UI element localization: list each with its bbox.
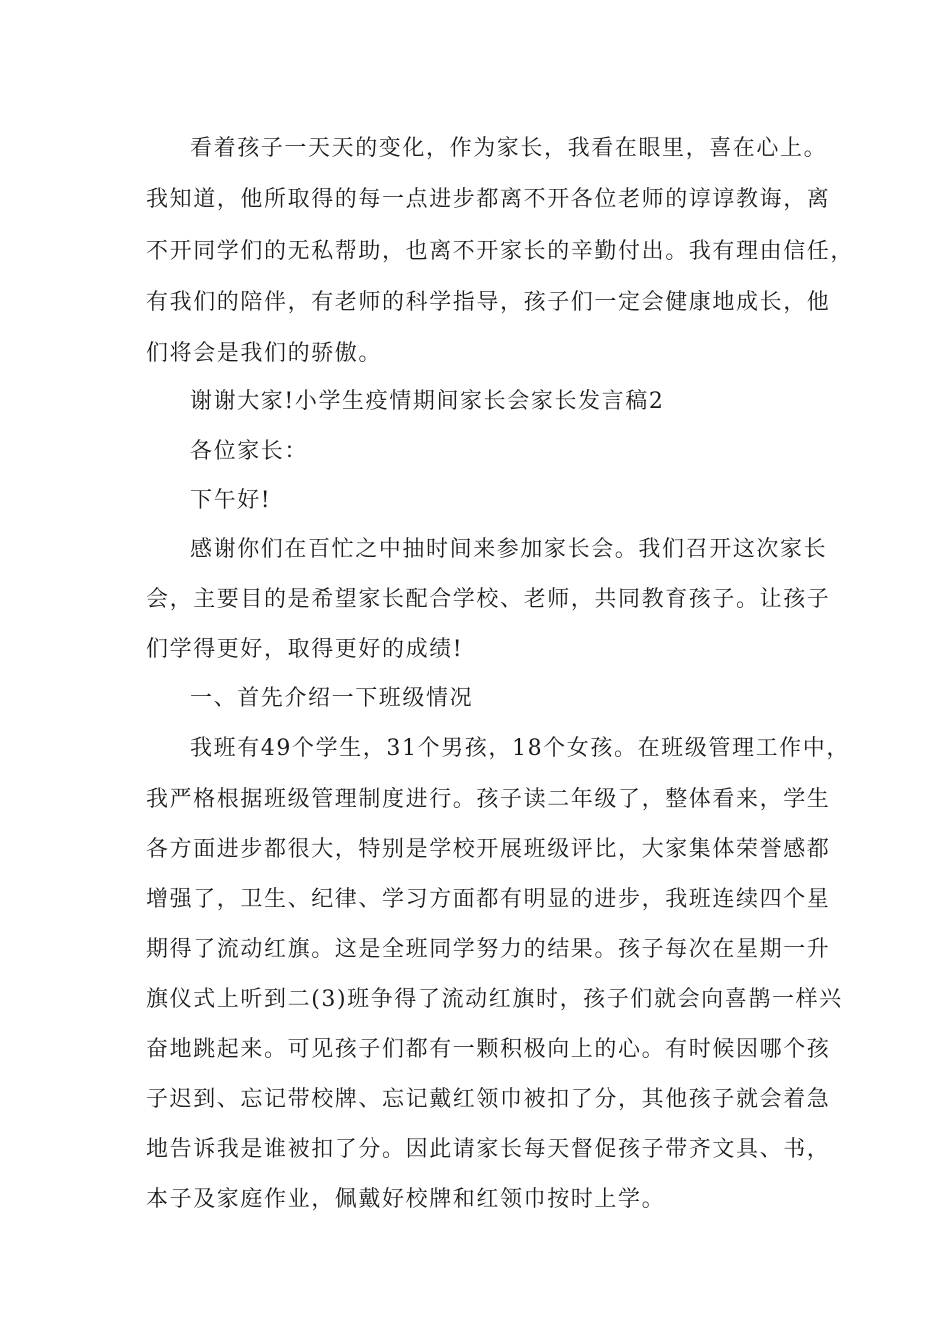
paragraph-line: 子迟到、忘记带校牌、忘记戴红领巾被扣了分，其他孩子就会着急 [146,1087,831,1112]
greeting: 下午好! [190,488,272,513]
paragraph-line: 谢谢大家!小学生疫情期间家长会家长发言稿2 [190,389,665,414]
paragraph-line: 奋地跳起来。可见孩子们都有一颗积极向上的心。有时候因哪个孩 [146,1037,831,1062]
salutation: 各位家长： [190,439,309,464]
paragraph-line: 看着孩子一天天的变化，作为家长，我看在眼里，喜在心上。 [190,136,828,161]
paragraph-line: 增强了，卫生、纪律、学习方面都有明显的进步，我班连续四个星 [146,887,831,912]
paragraph-line: 们学得更好，取得更好的成绩! [146,637,464,662]
paragraph-line: 期得了流动红旗。这是全班同学努力的结果。孩子每次在星期一升 [146,937,831,962]
paragraph-line: 地告诉我是谁被扣了分。因此请家长每天督促孩子带齐文具、书， [146,1137,831,1162]
section-heading: 一、首先介绍一下班级情况 [190,686,474,711]
paragraph-line: 不开同学们的无私帮助，也离不开家长的辛勤付出。我有理由信任， [146,239,855,264]
paragraph-line: 们将会是我们的骄傲。 [146,341,383,366]
paragraph-line: 各方面进步都很大，特别是学校开展班级评比，大家集体荣誉感都 [146,837,831,862]
paragraph-line: 会，主要目的是希望家长配合学校、老师，共同教育孩子。让孩子 [146,587,831,612]
paragraph-line: 本子及家庭作业，佩戴好校牌和红领巾按时上学。 [146,1187,666,1212]
paragraph-line: 我严格根据班级管理制度进行。孩子读二年级了，整体看来，学生 [146,787,831,812]
paragraph-line: 我班有49个学生，31个男孩，18个女孩。在班级管理工作中， [190,736,850,761]
paragraph-line: 感谢你们在百忙之中抽时间来参加家长会。我们召开这次家长 [190,537,828,562]
paragraph-line: 有我们的陪伴，有老师的科学指导，孩子们一定会健康地成长，他 [146,290,831,315]
paragraph-line: 旗仪式上听到二(3)班争得了流动红旗时，孩子们就会向喜鹊一样兴 [146,987,843,1012]
paragraph-line: 我知道，他所取得的每一点进步都离不开各位老师的谆谆教诲，离 [146,187,831,212]
